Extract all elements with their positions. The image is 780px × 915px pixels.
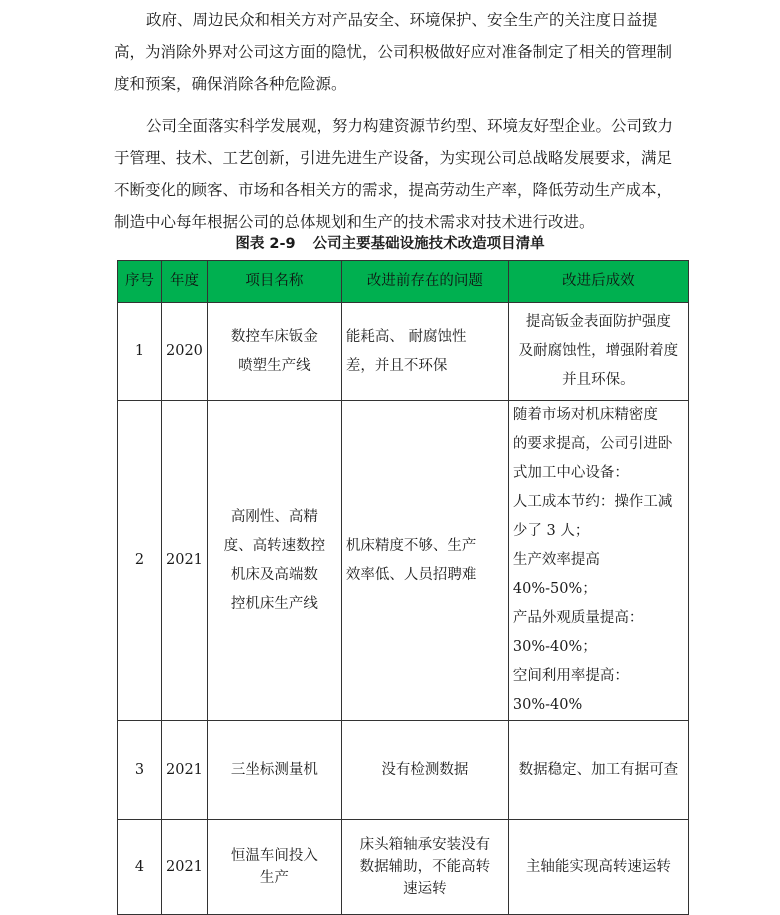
cell-result-line: 提高钣金表面防护强度 [525, 314, 671, 330]
cell-name-line: 三坐标测量机 [230, 761, 318, 778]
cell-problem [341, 721, 508, 820]
cell-year: 2021 [162, 401, 208, 721]
table-row [118, 303, 689, 401]
cell-name-line: 喷塑生产线 [238, 357, 311, 374]
cell-name [207, 820, 341, 915]
cell-result [508, 401, 688, 721]
header-year: 年度 [162, 261, 208, 303]
cell-problem-line: 能耗高、 耐腐蚀性 [345, 328, 467, 345]
cell-result-line: 及耐腐蚀性，增强附着度 [518, 343, 679, 359]
paragraph-safety-text: 政府、周边民众和相关方对产品安全、环境保护、安全生产的关注度日益提高，为消除外界对公司这方面的隐忧，公司积极做好应对准备制定了相关的管理制度和预案，确保消除各种危险源。 [114, 11, 673, 93]
cell-result-line: 空间利用率提高：30%-40% [512, 668, 629, 713]
cell-year: 2021 [162, 820, 208, 915]
cell-result-line: 式加工中心设备： [512, 465, 629, 481]
cell-no: 4 [118, 820, 162, 915]
cell-result-line: 生产效率提高 40%-50%； [512, 552, 600, 597]
cell-name-line: 生产 [259, 870, 289, 886]
caption-title: 公司主要基础设施技术改造项目清单 [312, 236, 545, 252]
cell-result [508, 303, 688, 401]
cell-problem [341, 820, 508, 915]
table-caption [0, 232, 780, 253]
cell-name-line: 机床及高端数 [230, 566, 318, 583]
header-project-name: 项目名称 [207, 261, 341, 303]
cell-result [508, 820, 688, 915]
table-row [118, 820, 689, 915]
cell-year: 2020 [162, 303, 208, 401]
cell-result-line: 产品外观质量提高： [512, 610, 644, 626]
cell-problem-line: 数据辅助，不能高转 [359, 859, 491, 875]
cell-problem [341, 303, 508, 401]
improvement-projects-table [117, 260, 689, 915]
cell-name-line: 高刚性、高精 [230, 508, 318, 525]
paragraph-development-text: 公司全面落实科学发展观，努力构建资源节约型、环境友好型企业。公司致力于管理、技术、工艺创新，引进先进生产设备，为实现公司总战略发展要求，满足不断变化的顾客、市场和各相关方的需求，提高劳动生产率，降低劳动生产成本，制造中心每年根据公司的总体规划和生产的技术需求对技术进行改进。 [114, 117, 674, 231]
cell-year: 2021 [162, 721, 208, 820]
table-row [118, 401, 689, 721]
cell-problem-line: 差，并且不环保 [345, 357, 448, 374]
cell-name-line: 恒温车间投入 [230, 848, 318, 864]
cell-result-line: 并且环保。 [562, 372, 635, 388]
cell-name-line: 度、高转速数控 [223, 537, 326, 554]
cell-problem-line: 床头箱轴承安装没有 [359, 837, 491, 853]
cell-result-line: 数据稳定、加工有据可查 [518, 761, 679, 778]
cell-result-line: 人工成本节约：操作工减 [512, 494, 673, 510]
cell-problem-line: 没有检测数据 [381, 761, 469, 778]
cell-result-line: 主轴能实现高转速运转 [525, 858, 671, 875]
caption-label: 图表 2-9 [235, 236, 296, 252]
cell-problem [341, 401, 508, 721]
cell-result-line: 少了 3 人； [512, 523, 590, 539]
cell-problem-line: 机床精度不够、生产 [345, 537, 477, 554]
cell-problem-line: 速运转 [403, 881, 447, 897]
header-problem: 改进前存在的问题 [341, 261, 508, 303]
cell-no: 2 [118, 401, 162, 721]
header-result: 改进后成效 [508, 261, 688, 303]
cell-name [207, 401, 341, 721]
table-row [118, 721, 689, 820]
cell-result-line: 30%-40%； [512, 639, 597, 655]
header-no: 序号 [118, 261, 162, 303]
cell-name [207, 721, 341, 820]
cell-problem-line: 效率低、人员招聘难 [345, 566, 477, 583]
paragraph-development [114, 110, 684, 238]
table-header-row [118, 261, 689, 303]
cell-result-line: 随着市场对机床精密度 [512, 407, 658, 423]
cell-no: 3 [118, 721, 162, 820]
cell-name-line: 数控车床钣金 [230, 328, 318, 345]
paragraph-safety [114, 4, 684, 100]
cell-name-line: 控机床生产线 [230, 595, 318, 612]
cell-name [207, 303, 341, 401]
cell-result-line: 的要求提高，公司引进卧 [512, 436, 673, 452]
cell-no: 1 [118, 303, 162, 401]
cell-result [508, 721, 688, 820]
